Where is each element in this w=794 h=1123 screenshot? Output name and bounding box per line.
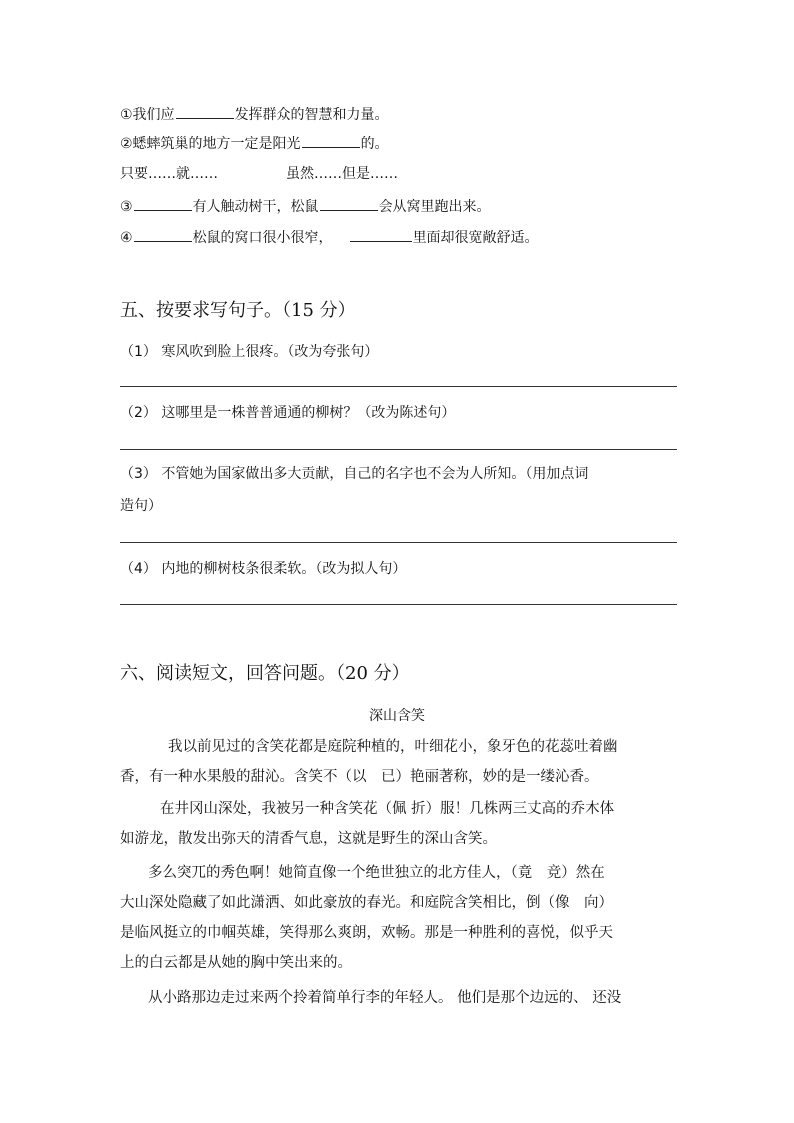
passage-line: 大山深处隐藏了如此潇洒、如此豪放的春光。和庭院含笑相比，倒（像 向）	[120, 895, 613, 911]
answer-line[interactable]	[120, 449, 677, 450]
passage-paragraph-2	[120, 794, 680, 854]
q1-text-after: 发挥群众的智慧和力量。	[234, 107, 389, 123]
conjunction-options	[120, 164, 398, 184]
q4-number: ④	[120, 230, 133, 246]
item-number: （2）	[120, 405, 157, 421]
q4-text-after: 里面却很宽敞舒适。	[412, 230, 539, 246]
passage-paragraph-4	[120, 983, 680, 1013]
passage-paragraph-3	[120, 858, 680, 978]
answer-blank[interactable]	[134, 196, 192, 211]
passage-paragraph-1	[120, 732, 680, 792]
answer-blank[interactable]	[134, 227, 192, 242]
fill-question-1	[120, 104, 389, 125]
item-number: （1）	[120, 344, 157, 360]
passage-line: 如游龙，散发出弥天的清香气息，这就是野生的深山含笑。	[120, 831, 497, 847]
rewrite-item-2	[120, 403, 455, 423]
item-text: 内地的柳树枝条很柔软。（改为拟人句）	[161, 561, 407, 577]
answer-line[interactable]	[120, 386, 677, 387]
q2-text-after: 的。	[360, 136, 389, 152]
passage-line: 香，有一种水果般的甜沁。含笑不（以 已）艳丽著称，妙的是一缕沁香。	[120, 769, 599, 785]
rewrite-item-3-continued: 造句）	[120, 498, 162, 514]
answer-blank[interactable]	[350, 227, 412, 242]
answer-blank[interactable]	[302, 133, 360, 148]
item-text: 寒风吹到脸上很疼。（改为夸张句）	[161, 344, 379, 360]
section-5-heading: 五、按要求写句子。（15 分）	[120, 300, 356, 321]
conjunction-pair-a: 只要……就……	[120, 166, 218, 182]
passage-line: 在井冈山深处，我被另一种含笑花（佩 折）服！几株两三丈高的乔木体	[160, 801, 615, 817]
q3-text-middle: 有人触动树干，松鼠	[192, 199, 319, 215]
answer-blank[interactable]	[176, 104, 234, 119]
fill-question-2	[120, 133, 389, 154]
fill-question-3	[120, 196, 491, 217]
passage-line: 多么突兀的秀色啊！她简直像一个绝世独立的北方佳人，（竟 竞）然在	[148, 865, 605, 881]
q1-text-before: ①我们应	[120, 107, 175, 123]
section-6-heading: 六、阅读短文，回答问题。（20 分）	[120, 663, 410, 684]
q2-text-before: ②蟋蟀筑巢的地方一定是阳光	[120, 136, 301, 152]
passage-line: 是临风挺立的巾帼英雄，笑得那么爽朗，欢畅。那是一种胜利的喜悦，似乎天	[120, 925, 613, 941]
q3-number: ③	[120, 199, 133, 215]
q4-text-middle: 松鼠的窝口很小很窄，	[192, 230, 333, 246]
fill-question-4	[120, 227, 539, 248]
conjunction-pair-b: 虽然……但是……	[286, 166, 398, 182]
rewrite-item-3	[120, 464, 588, 484]
passage-title: 深山含笑	[369, 708, 425, 724]
rewrite-item-1	[120, 342, 378, 362]
passage-line: 我以前见过的含笑花都是庭院种植的，叶细花小，象牙色的花蕊吐着幽	[168, 739, 618, 755]
rewrite-item-4	[120, 559, 406, 579]
q3-text-after: 会从窝里跑出来。	[378, 199, 491, 215]
item-number: （4）	[120, 561, 157, 577]
item-text: 不管她为国家做出多大贡献，自己的名字也不会为人所知。（用加点词	[161, 466, 589, 482]
answer-line[interactable]	[120, 604, 677, 605]
item-text: 这哪里是一株普普通通的柳树？（改为陈述句）	[161, 405, 456, 421]
answer-blank[interactable]	[320, 196, 378, 211]
item-number: （3）	[120, 466, 157, 482]
passage-line: 从小路那边走过来两个拎着简单行李的年轻人。 他们是那个边远的、 还没	[148, 990, 622, 1006]
answer-line[interactable]	[120, 542, 677, 543]
passage-line: 上的白云都是从她的胸中笑出来的。	[120, 955, 352, 971]
